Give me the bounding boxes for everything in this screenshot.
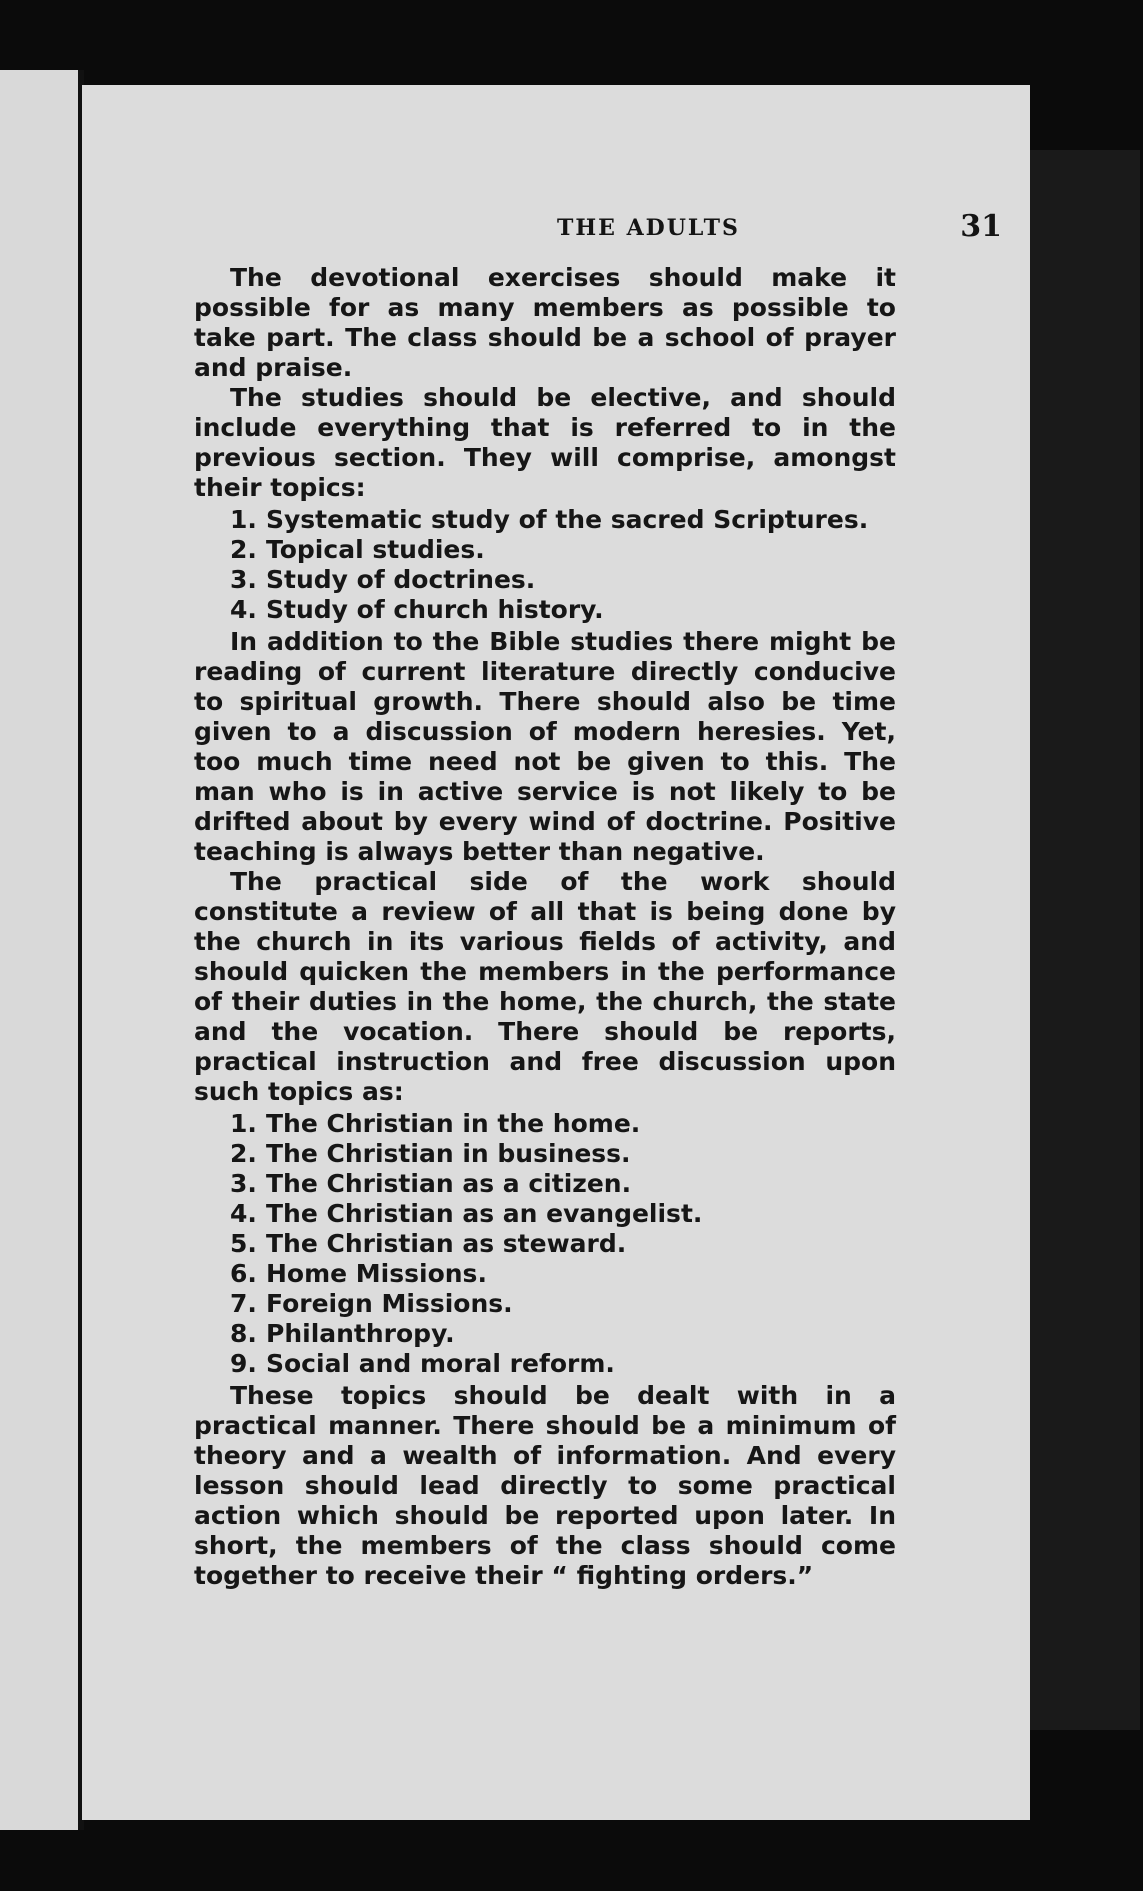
list-item	[230, 1319, 896, 1349]
list-item-number: 7.	[230, 1289, 257, 1318]
list-item	[230, 535, 896, 565]
list-item	[230, 1199, 896, 1229]
paragraph-practical-side: The practical side of the work should constitute a review of all that is being done by the church in its various fields of activity, and should quicken the members in the performance of their duties in the home, the church, the state and the vocation. There should be reports, practical instruction and free discussion upon such topics as:	[194, 867, 896, 1106]
list-item-text: Foreign Missions.	[266, 1289, 513, 1318]
list-item-number: 3.	[230, 565, 257, 594]
page-header	[172, 209, 1002, 265]
paragraph-conclusion: These topics should be dealt with in a practical manner. There should be a minimum of theory and a wealth of information. And every lesson should lead directly to some practical action which should be reported upon later. In short, the members of the class should come together to receive their “ fighting orders.”	[194, 1381, 896, 1590]
paragraph-bible-studies: In addition to the Bible studies there might be reading of current literature directly conducive to spiritual growth. There should also be time given to a discussion of modern heresies. Yet, too much time need not be given to this. The man who is in active service is not likely to be drifted about by every wind of doctrine. Positive teaching is always better than negative.	[194, 627, 896, 866]
study-topics-list	[194, 505, 896, 625]
list-item-number: 8.	[230, 1319, 257, 1348]
list-item-text: Study of doctrines.	[266, 565, 536, 594]
list-item-text: Home Missions.	[266, 1259, 487, 1288]
list-item-number: 1.	[230, 1109, 257, 1138]
list-item	[230, 565, 896, 595]
list-item-number: 6.	[230, 1259, 257, 1288]
list-item-text: The Christian as an evangelist.	[266, 1199, 703, 1228]
list-item	[230, 1289, 896, 1319]
facing-page-edge	[0, 70, 84, 1830]
list-item	[230, 1139, 896, 1169]
list-item	[230, 595, 896, 625]
list-item-text: Philanthropy.	[266, 1319, 455, 1348]
list-item-number: 3.	[230, 1169, 257, 1198]
list-item-text: The Christian in the home.	[266, 1109, 641, 1138]
list-item-number: 2.	[230, 535, 257, 564]
paragraph-studies: The studies should be elective, and should include everything that is referred to in the previous section. They will comprise, amongst their topics:	[194, 383, 896, 502]
practical-topics-list	[194, 1109, 896, 1379]
list-item-text: Systematic study of the sacred Scriptures.	[266, 505, 869, 534]
list-item	[230, 1109, 896, 1139]
list-item	[230, 505, 896, 535]
list-item-text: The Christian as a citizen.	[266, 1169, 632, 1198]
list-item-number: 5.	[230, 1229, 257, 1258]
list-item-number: 2.	[230, 1139, 257, 1168]
list-item-text: Study of church history.	[266, 595, 604, 624]
list-item-number: 9.	[230, 1349, 257, 1378]
list-item-text: Topical studies.	[266, 535, 485, 564]
list-item-number: 4.	[230, 1199, 257, 1228]
list-item	[230, 1229, 896, 1259]
list-item-text: The Christian in business.	[266, 1139, 631, 1168]
list-item-number: 1.	[230, 505, 257, 534]
list-item	[230, 1349, 896, 1379]
running-head: THE ADULTS	[557, 215, 740, 241]
page-body	[194, 263, 896, 1591]
list-item	[230, 1259, 896, 1289]
list-item	[230, 1169, 896, 1199]
page-number: 31	[960, 209, 1002, 244]
list-item-text: The Christian as steward.	[266, 1229, 627, 1258]
list-item-number: 4.	[230, 595, 257, 624]
paragraph-devotional: The devotional exercises should make it possible for as many members as possible to take part. The class should be a school of prayer and praise.	[194, 263, 896, 382]
list-item-text: Social and moral reform.	[266, 1349, 615, 1378]
background-shadow	[1020, 150, 1140, 1730]
book-page	[82, 85, 1030, 1820]
